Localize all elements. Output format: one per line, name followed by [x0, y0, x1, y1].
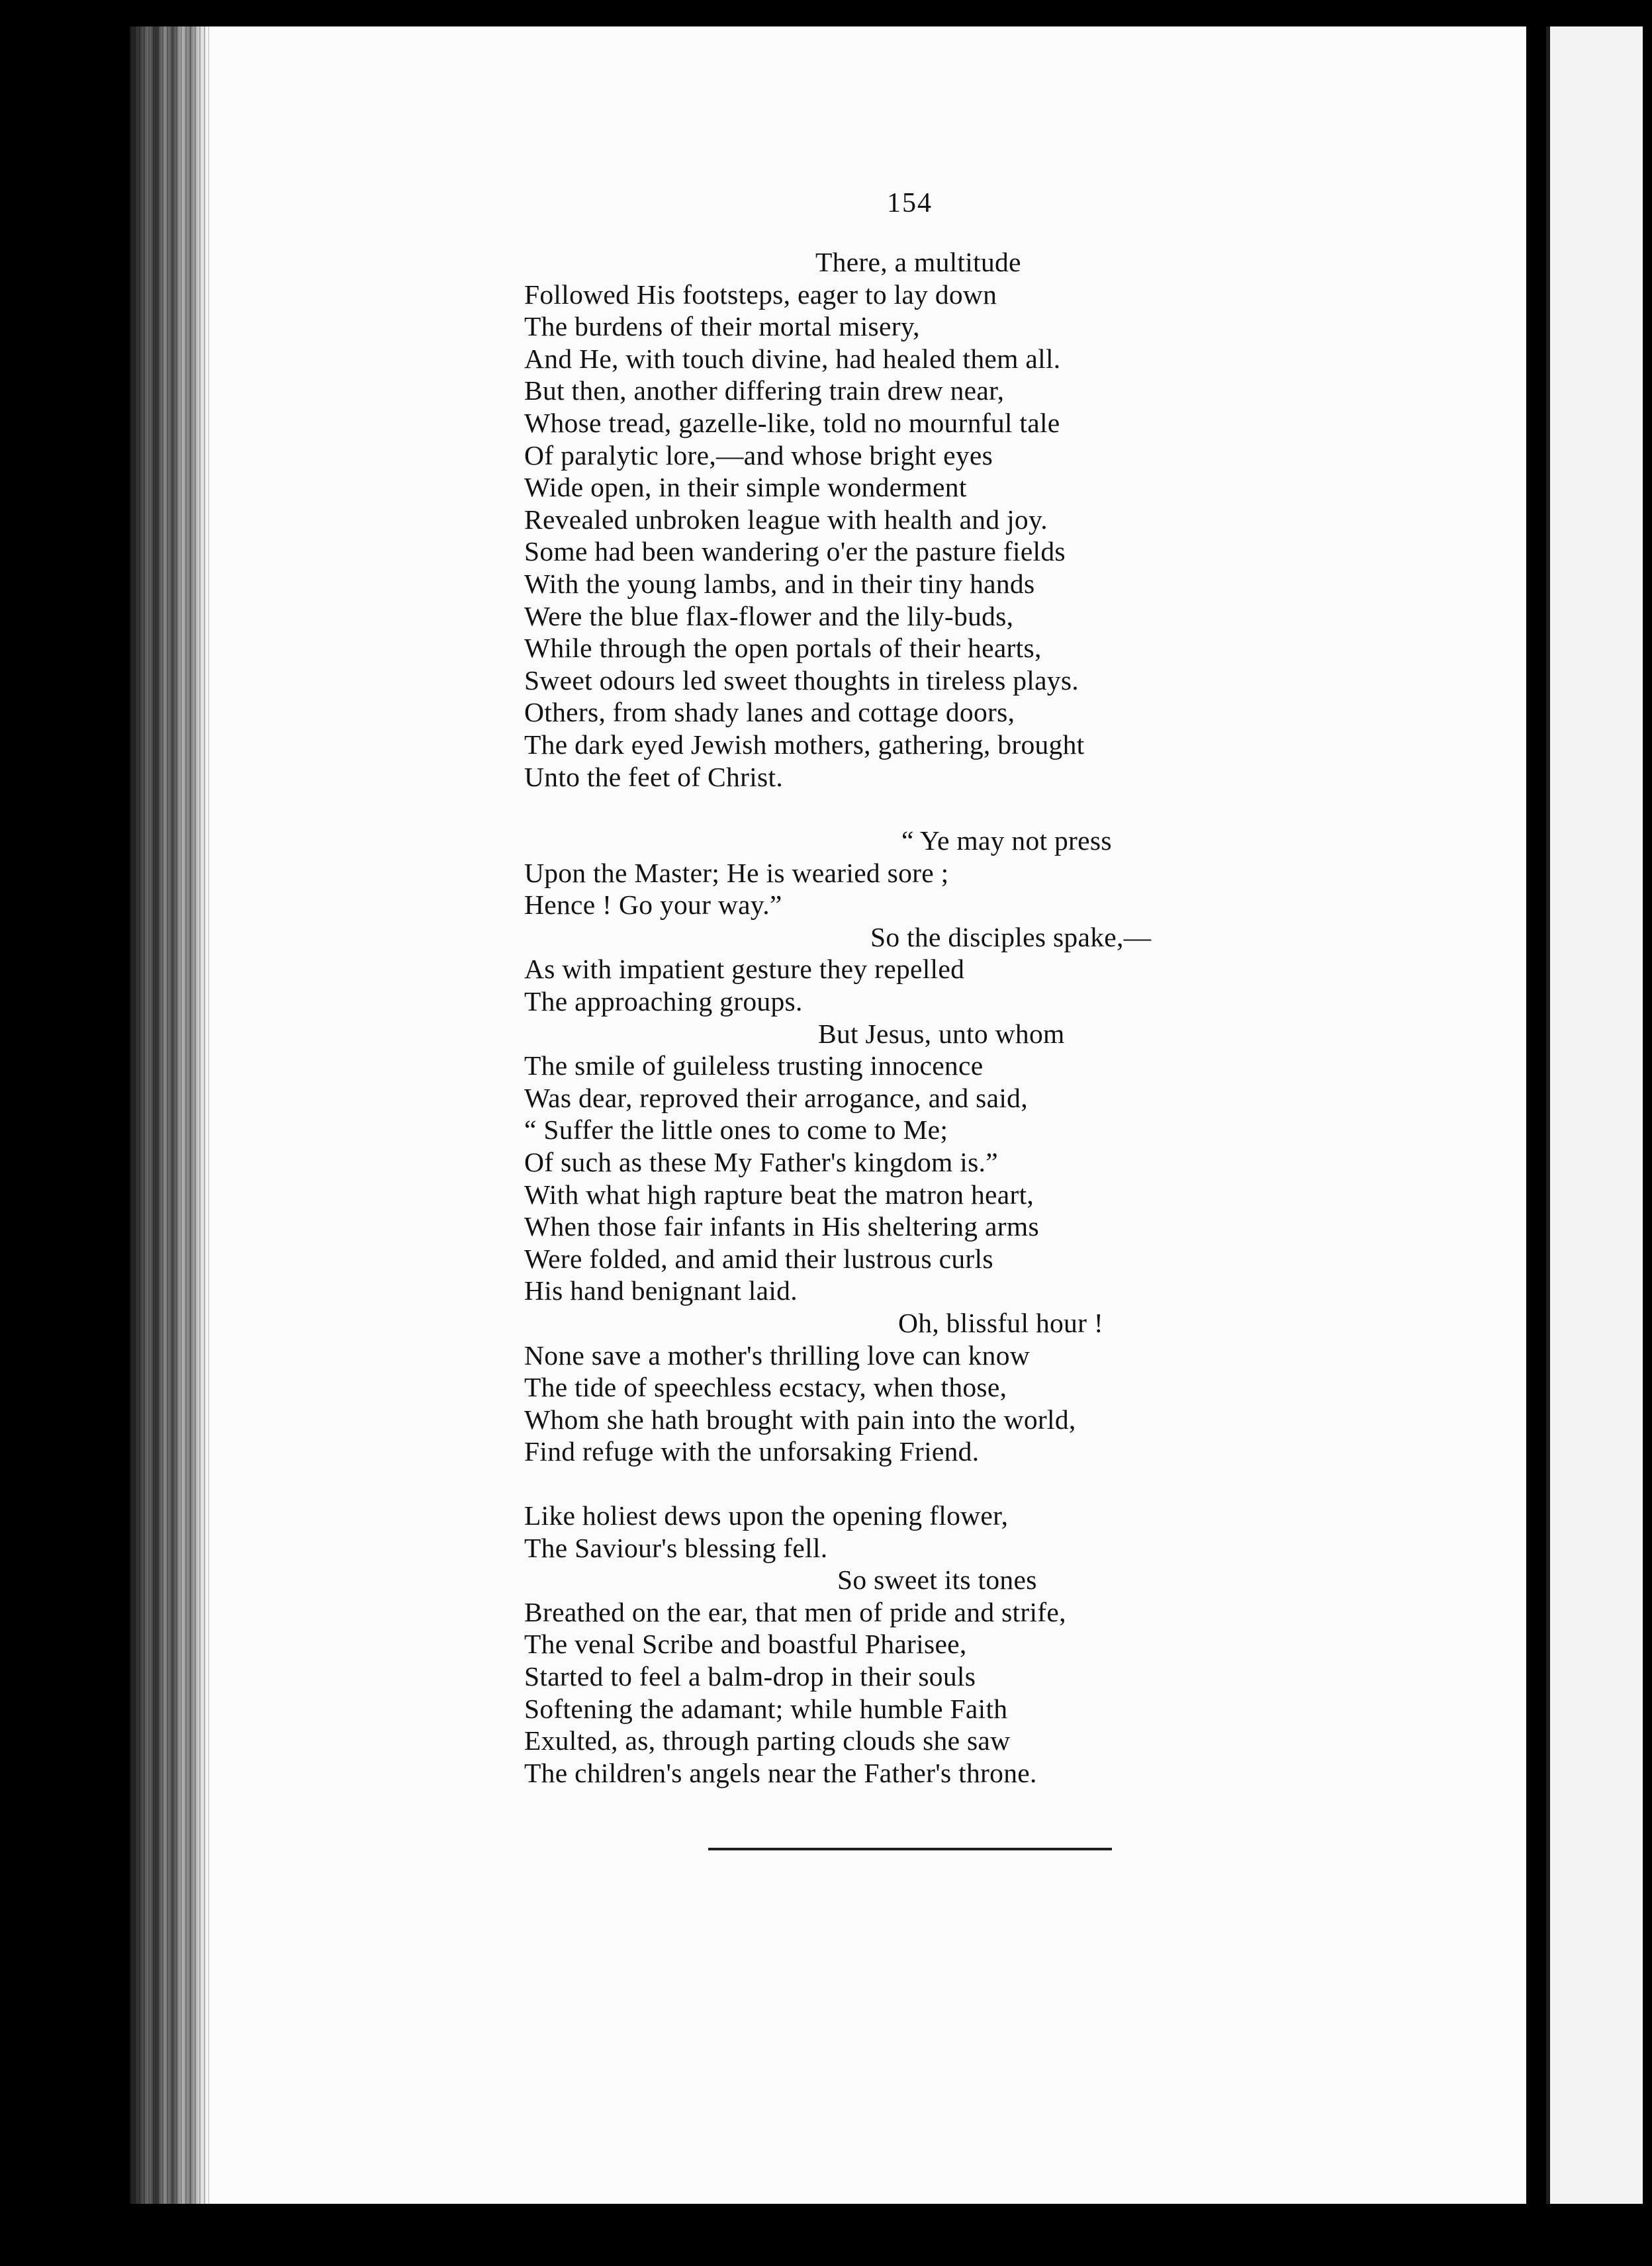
poem-line: The tide of speechless ecstacy, when those, — [524, 1372, 1007, 1403]
poem-line: “ Suffer the little ones to come to Me; — [524, 1114, 948, 1146]
poem-line: Whose tread, gazelle-like, told no mournful tale — [524, 407, 1060, 438]
poem-line: Of such as these My Father's kingdom is.” — [524, 1147, 998, 1178]
poem-line: Was dear, reproved their arrogance, and said, — [524, 1082, 1028, 1113]
poem-line: Started to feel a balm-drop in their souls — [524, 1660, 976, 1692]
poem-line: Hence ! Go your way.” — [524, 889, 782, 921]
poem-line: Upon the Master; He is wearied sore ; — [524, 857, 949, 888]
poem-line: As with impatient gesture they repelled — [524, 954, 965, 985]
poem-line: Exulted, as, through parting clouds she saw — [524, 1725, 1011, 1756]
poem-line: Whom she hath brought with pain into the world, — [524, 1404, 1076, 1435]
end-divider-rule — [708, 1848, 1112, 1850]
stanza-gap — [524, 1468, 1305, 1500]
poem-line: The venal Scribe and boastful Pharisee, — [524, 1629, 967, 1660]
poem-line: None save a mother's thrilling love can know — [524, 1339, 1031, 1371]
poem-line: “ Ye may not press — [901, 825, 1112, 856]
poem-line: And He, with touch divine, had healed them all. — [524, 343, 1061, 374]
poem-line: The children's angels near the Father's throne. — [524, 1757, 1037, 1788]
poem-line: Some had been wandering o'er the pasture fields — [524, 536, 1066, 567]
poem-line: There, a multitude — [815, 247, 1021, 277]
poem-line: Followed His footsteps, eager to lay down — [524, 279, 997, 310]
poem-line: When those fair infants in His sheltering arms — [524, 1211, 1039, 1242]
poem-line: Were the blue flax-flower and the lily-buds, — [524, 600, 1014, 631]
stanza-gap — [524, 793, 1305, 825]
poem-line: With the young lambs, and in their tiny hands — [524, 568, 1035, 599]
poem-line: Like holiest dews upon the opening flower, — [524, 1500, 1009, 1531]
poem-line: The burdens of their mortal misery, — [524, 311, 920, 342]
poem-line: Sweet odours led sweet thoughts in tireless plays. — [524, 664, 1079, 696]
poem-line: Revealed unbroken league with health and joy. — [524, 504, 1048, 535]
adjacent-page-edge — [1546, 26, 1643, 2204]
poem-line: Softening the adamant; while humble Faith — [524, 1693, 1008, 1724]
poem-line: His hand benignant laid. — [524, 1275, 798, 1306]
poem-line: So the disciples spake,— — [870, 921, 1152, 952]
page-number: 154 — [887, 188, 933, 218]
poem-line: The smile of guileless trusting innocence — [524, 1050, 984, 1081]
poem-line: Find refuge with the unforsaking Friend. — [524, 1436, 980, 1467]
poem-line: Breathed on the ear, that men of pride and strife, — [524, 1596, 1066, 1627]
poem-line: Of paralytic lore,—and whose bright eyes — [524, 439, 993, 471]
poem-text — [524, 246, 1305, 1789]
page-edge-shadow — [130, 26, 209, 2204]
poem-line: With what high rapture beat the matron heart, — [524, 1179, 1034, 1210]
poem-line: Wide open, in their simple wonderment — [524, 472, 967, 503]
poem-line: While through the open portals of their hearts, — [524, 633, 1042, 664]
poem-line: Others, from shady lanes and cottage doors, — [524, 697, 1015, 728]
poem-line: The dark eyed Jewish mothers, gathering, brought — [524, 729, 1085, 760]
poem-line: The approaching groups. — [524, 986, 803, 1017]
poem-line: But then, another differing train drew near, — [524, 375, 1005, 406]
poem-line: But Jesus, unto whom — [818, 1018, 1065, 1049]
poem-line: The Saviour's blessing fell. — [524, 1532, 828, 1563]
poem-line: So sweet its tones — [837, 1564, 1037, 1596]
poem-line: Unto the feet of Christ. — [524, 761, 783, 792]
poem-line: Oh, blissful hour ! — [898, 1308, 1104, 1338]
poem-line: Were folded, and amid their lustrous curls — [524, 1243, 993, 1274]
